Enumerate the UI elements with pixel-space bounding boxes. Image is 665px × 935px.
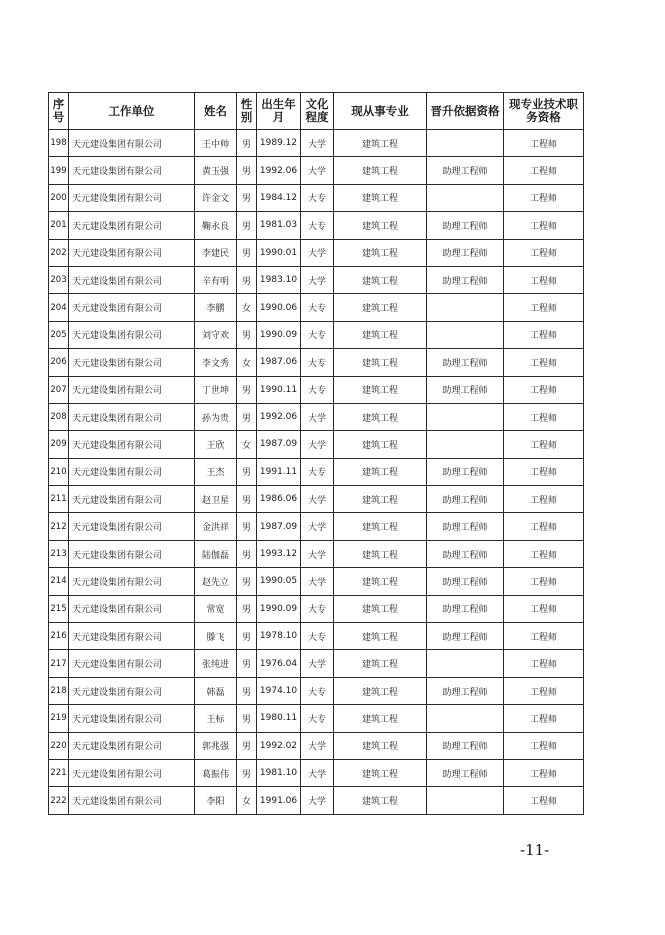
table-row <box>49 157 584 184</box>
cell-gender: 女 <box>237 431 257 458</box>
cell-title: 工程师 <box>504 513 584 540</box>
cell-no: 213 <box>49 540 69 567</box>
cell-major: 建筑工程 <box>334 677 427 704</box>
cell-title: 工程师 <box>504 759 584 786</box>
cell-birth: 1990.06 <box>257 294 301 321</box>
table-row <box>49 705 584 732</box>
cell-basis: 助理工程师 <box>427 732 504 759</box>
cell-education: 大专 <box>301 376 334 403</box>
cell-title: 工程师 <box>504 486 584 513</box>
cell-gender: 男 <box>237 321 257 348</box>
cell-major: 建筑工程 <box>334 266 427 293</box>
cell-gender: 男 <box>237 157 257 184</box>
cell-basis: 助理工程师 <box>427 513 504 540</box>
cell-no: 198 <box>49 130 69 157</box>
cell-gender: 男 <box>237 403 257 430</box>
cell-major: 建筑工程 <box>334 403 427 430</box>
table-row <box>49 349 584 376</box>
cell-name: 赵卫星 <box>195 486 237 513</box>
cell-unit: 天元建设集团有限公司 <box>69 130 195 157</box>
cell-major: 建筑工程 <box>334 431 427 458</box>
cell-gender: 女 <box>237 294 257 321</box>
cell-major: 建筑工程 <box>334 376 427 403</box>
cell-unit: 天元建设集团有限公司 <box>69 321 195 348</box>
cell-no: 201 <box>49 212 69 239</box>
cell-major: 建筑工程 <box>334 130 427 157</box>
cell-unit: 天元建设集团有限公司 <box>69 705 195 732</box>
cell-major: 建筑工程 <box>334 540 427 567</box>
cell-title: 工程师 <box>504 294 584 321</box>
cell-unit: 天元建设集团有限公司 <box>69 376 195 403</box>
cell-name: 李阳 <box>195 787 237 814</box>
cell-title: 工程师 <box>504 130 584 157</box>
table-row <box>49 376 584 403</box>
cell-title: 工程师 <box>504 184 584 211</box>
cell-birth: 1990.09 <box>257 595 301 622</box>
table-header <box>49 93 584 130</box>
cell-unit: 天元建设集团有限公司 <box>69 595 195 622</box>
cell-no: 211 <box>49 486 69 513</box>
cell-unit: 天元建设集团有限公司 <box>69 732 195 759</box>
header-birth: 出生年月 <box>257 93 301 130</box>
cell-education: 大专 <box>301 349 334 376</box>
cell-gender: 女 <box>237 787 257 814</box>
cell-major: 建筑工程 <box>334 486 427 513</box>
cell-birth: 1990.11 <box>257 376 301 403</box>
cell-name: 韩磊 <box>195 677 237 704</box>
cell-title: 工程师 <box>504 787 584 814</box>
cell-title: 工程师 <box>504 650 584 677</box>
cell-title: 工程师 <box>504 705 584 732</box>
cell-education: 大专 <box>301 458 334 485</box>
cell-name: 李鹏 <box>195 294 237 321</box>
cell-no: 218 <box>49 677 69 704</box>
table-row <box>49 650 584 677</box>
cell-birth: 1983.10 <box>257 266 301 293</box>
cell-unit: 天元建设集团有限公司 <box>69 513 195 540</box>
cell-name: 孙为贵 <box>195 403 237 430</box>
table-row <box>49 787 584 814</box>
cell-name: 鞠永良 <box>195 212 237 239</box>
cell-gender: 男 <box>237 239 257 266</box>
cell-unit: 天元建设集团有限公司 <box>69 266 195 293</box>
cell-no: 222 <box>49 787 69 814</box>
cell-gender: 男 <box>237 266 257 293</box>
cell-birth: 1991.11 <box>257 458 301 485</box>
cell-education: 大学 <box>301 759 334 786</box>
cell-gender: 男 <box>237 595 257 622</box>
cell-gender: 男 <box>237 732 257 759</box>
cell-title: 工程师 <box>504 266 584 293</box>
cell-birth: 1984.12 <box>257 184 301 211</box>
cell-basis: 助理工程师 <box>427 595 504 622</box>
cell-basis <box>427 130 504 157</box>
table-row <box>49 403 584 430</box>
cell-basis: 助理工程师 <box>427 486 504 513</box>
cell-education: 大专 <box>301 294 334 321</box>
cell-birth: 1981.03 <box>257 212 301 239</box>
cell-gender: 男 <box>237 705 257 732</box>
table-row <box>49 294 584 321</box>
table-row <box>49 458 584 485</box>
cell-unit: 天元建设集团有限公司 <box>69 239 195 266</box>
cell-gender: 男 <box>237 568 257 595</box>
cell-birth: 1992.02 <box>257 732 301 759</box>
header-row <box>49 93 584 130</box>
cell-unit: 天元建设集团有限公司 <box>69 759 195 786</box>
cell-major: 建筑工程 <box>334 458 427 485</box>
table-body <box>49 130 584 815</box>
cell-education: 大学 <box>301 157 334 184</box>
cell-title: 工程师 <box>504 239 584 266</box>
cell-gender: 男 <box>237 486 257 513</box>
table-row <box>49 239 584 266</box>
cell-basis <box>427 787 504 814</box>
cell-name: 刘守欢 <box>195 321 237 348</box>
cell-gender: 男 <box>237 376 257 403</box>
cell-major: 建筑工程 <box>334 513 427 540</box>
cell-name: 陆伽磊 <box>195 540 237 567</box>
cell-major: 建筑工程 <box>334 787 427 814</box>
table-row <box>49 568 584 595</box>
cell-basis: 助理工程师 <box>427 376 504 403</box>
cell-no: 205 <box>49 321 69 348</box>
cell-basis: 助理工程师 <box>427 349 504 376</box>
cell-birth: 1986.06 <box>257 486 301 513</box>
cell-name: 葛振伟 <box>195 759 237 786</box>
cell-birth: 1974.10 <box>257 677 301 704</box>
cell-name: 赵先立 <box>195 568 237 595</box>
cell-no: 202 <box>49 239 69 266</box>
cell-education: 大学 <box>301 130 334 157</box>
cell-education: 大学 <box>301 732 334 759</box>
cell-education: 大学 <box>301 403 334 430</box>
cell-unit: 天元建设集团有限公司 <box>69 568 195 595</box>
cell-no: 206 <box>49 349 69 376</box>
cell-title: 工程师 <box>504 157 584 184</box>
cell-no: 214 <box>49 568 69 595</box>
cell-birth: 1980.11 <box>257 705 301 732</box>
cell-basis <box>427 705 504 732</box>
cell-title: 工程师 <box>504 595 584 622</box>
cell-basis: 助理工程师 <box>427 212 504 239</box>
header-education: 文化程度 <box>301 93 334 130</box>
cell-basis <box>427 321 504 348</box>
header-name: 姓名 <box>195 93 237 130</box>
table-row <box>49 732 584 759</box>
cell-name: 滕飞 <box>195 623 237 650</box>
cell-basis: 助理工程师 <box>427 157 504 184</box>
cell-gender: 男 <box>237 212 257 239</box>
cell-basis: 助理工程师 <box>427 239 504 266</box>
cell-major: 建筑工程 <box>334 759 427 786</box>
table-row <box>49 184 584 211</box>
cell-name: 王中帅 <box>195 130 237 157</box>
cell-basis: 助理工程师 <box>427 677 504 704</box>
cell-major: 建筑工程 <box>334 705 427 732</box>
cell-education: 大学 <box>301 650 334 677</box>
cell-title: 工程师 <box>504 677 584 704</box>
cell-major: 建筑工程 <box>334 595 427 622</box>
header-basis: 晋升依据资格 <box>427 93 504 130</box>
table-row <box>49 486 584 513</box>
cell-gender: 男 <box>237 540 257 567</box>
table-row <box>49 212 584 239</box>
cell-education: 大学 <box>301 787 334 814</box>
cell-unit: 天元建设集团有限公司 <box>69 787 195 814</box>
table-row <box>49 677 584 704</box>
cell-basis: 助理工程师 <box>427 540 504 567</box>
cell-name: 王标 <box>195 705 237 732</box>
header-gender: 性别 <box>237 93 257 130</box>
header-no: 序号 <box>49 93 69 130</box>
cell-name: 张纯进 <box>195 650 237 677</box>
cell-education: 大专 <box>301 677 334 704</box>
table-row <box>49 623 584 650</box>
cell-unit: 天元建设集团有限公司 <box>69 540 195 567</box>
cell-title: 工程师 <box>504 212 584 239</box>
cell-gender: 男 <box>237 458 257 485</box>
cell-education: 大学 <box>301 266 334 293</box>
cell-gender: 女 <box>237 349 257 376</box>
cell-birth: 1987.09 <box>257 431 301 458</box>
cell-major: 建筑工程 <box>334 184 427 211</box>
cell-title: 工程师 <box>504 732 584 759</box>
cell-birth: 1991.06 <box>257 787 301 814</box>
cell-unit: 天元建设集团有限公司 <box>69 431 195 458</box>
cell-unit: 天元建设集团有限公司 <box>69 349 195 376</box>
cell-major: 建筑工程 <box>334 623 427 650</box>
cell-gender: 男 <box>237 513 257 540</box>
cell-gender: 男 <box>237 677 257 704</box>
cell-title: 工程师 <box>504 376 584 403</box>
cell-name: 李建民 <box>195 239 237 266</box>
cell-basis <box>427 403 504 430</box>
cell-basis <box>427 650 504 677</box>
page-number: -11- <box>520 841 550 859</box>
cell-name: 常宽 <box>195 595 237 622</box>
cell-major: 建筑工程 <box>334 239 427 266</box>
cell-title: 工程师 <box>504 458 584 485</box>
cell-education: 大专 <box>301 212 334 239</box>
cell-gender: 男 <box>237 650 257 677</box>
cell-major: 建筑工程 <box>334 732 427 759</box>
cell-basis <box>427 294 504 321</box>
cell-birth: 1992.06 <box>257 157 301 184</box>
cell-major: 建筑工程 <box>334 568 427 595</box>
cell-birth: 1993.12 <box>257 540 301 567</box>
cell-no: 204 <box>49 294 69 321</box>
table-row <box>49 130 584 157</box>
cell-no: 212 <box>49 513 69 540</box>
cell-unit: 天元建设集团有限公司 <box>69 294 195 321</box>
cell-education: 大专 <box>301 321 334 348</box>
cell-unit: 天元建设集团有限公司 <box>69 486 195 513</box>
table-row <box>49 431 584 458</box>
cell-unit: 天元建设集团有限公司 <box>69 623 195 650</box>
cell-education: 大专 <box>301 705 334 732</box>
cell-basis: 助理工程师 <box>427 458 504 485</box>
cell-no: 207 <box>49 376 69 403</box>
cell-unit: 天元建设集团有限公司 <box>69 677 195 704</box>
cell-no: 215 <box>49 595 69 622</box>
personnel-table <box>48 92 584 815</box>
cell-title: 工程师 <box>504 568 584 595</box>
cell-birth: 1992.06 <box>257 403 301 430</box>
table-row <box>49 513 584 540</box>
cell-no: 200 <box>49 184 69 211</box>
cell-no: 208 <box>49 403 69 430</box>
cell-unit: 天元建设集团有限公司 <box>69 184 195 211</box>
cell-major: 建筑工程 <box>334 349 427 376</box>
cell-unit: 天元建设集团有限公司 <box>69 212 195 239</box>
cell-no: 219 <box>49 705 69 732</box>
cell-name: 郭兆强 <box>195 732 237 759</box>
cell-major: 建筑工程 <box>334 157 427 184</box>
cell-education: 大学 <box>301 513 334 540</box>
cell-birth: 1987.06 <box>257 349 301 376</box>
cell-name: 黄玉强 <box>195 157 237 184</box>
cell-gender: 男 <box>237 623 257 650</box>
cell-title: 工程师 <box>504 349 584 376</box>
cell-birth: 1981.10 <box>257 759 301 786</box>
cell-major: 建筑工程 <box>334 321 427 348</box>
cell-no: 220 <box>49 732 69 759</box>
cell-birth: 1990.05 <box>257 568 301 595</box>
cell-no: 209 <box>49 431 69 458</box>
cell-birth: 1978.10 <box>257 623 301 650</box>
cell-name: 李文秀 <box>195 349 237 376</box>
cell-major: 建筑工程 <box>334 294 427 321</box>
cell-birth: 1976.04 <box>257 650 301 677</box>
cell-title: 工程师 <box>504 321 584 348</box>
cell-gender: 男 <box>237 130 257 157</box>
cell-unit: 天元建设集团有限公司 <box>69 458 195 485</box>
cell-birth: 1987.09 <box>257 513 301 540</box>
header-title: 现专业技术职务资格 <box>504 93 584 130</box>
cell-unit: 天元建设集团有限公司 <box>69 650 195 677</box>
cell-name: 丁世坤 <box>195 376 237 403</box>
cell-major: 建筑工程 <box>334 650 427 677</box>
cell-birth: 1990.01 <box>257 239 301 266</box>
cell-title: 工程师 <box>504 431 584 458</box>
table-row <box>49 595 584 622</box>
cell-name: 王杰 <box>195 458 237 485</box>
header-unit: 工作单位 <box>69 93 195 130</box>
cell-name: 王欣 <box>195 431 237 458</box>
cell-unit: 天元建设集团有限公司 <box>69 157 195 184</box>
cell-name: 金洪祥 <box>195 513 237 540</box>
cell-basis <box>427 431 504 458</box>
cell-unit: 天元建设集团有限公司 <box>69 403 195 430</box>
cell-title: 工程师 <box>504 403 584 430</box>
cell-gender: 男 <box>237 184 257 211</box>
cell-education: 大专 <box>301 184 334 211</box>
cell-basis: 助理工程师 <box>427 623 504 650</box>
header-major: 现从事专业 <box>334 93 427 130</box>
cell-education: 大学 <box>301 568 334 595</box>
cell-name: 辛有明 <box>195 266 237 293</box>
cell-basis <box>427 184 504 211</box>
cell-no: 210 <box>49 458 69 485</box>
cell-no: 221 <box>49 759 69 786</box>
table-row <box>49 759 584 786</box>
cell-name: 许金文 <box>195 184 237 211</box>
cell-education: 大学 <box>301 540 334 567</box>
cell-education: 大学 <box>301 431 334 458</box>
cell-education: 大专 <box>301 623 334 650</box>
cell-no: 203 <box>49 266 69 293</box>
cell-no: 216 <box>49 623 69 650</box>
cell-education: 大学 <box>301 486 334 513</box>
cell-title: 工程师 <box>504 540 584 567</box>
table-row <box>49 266 584 293</box>
cell-major: 建筑工程 <box>334 212 427 239</box>
cell-no: 217 <box>49 650 69 677</box>
cell-basis: 助理工程师 <box>427 759 504 786</box>
cell-birth: 1989.12 <box>257 130 301 157</box>
cell-basis: 助理工程师 <box>427 568 504 595</box>
table-row <box>49 321 584 348</box>
cell-title: 工程师 <box>504 623 584 650</box>
cell-education: 大专 <box>301 595 334 622</box>
cell-basis: 助理工程师 <box>427 266 504 293</box>
cell-education: 大学 <box>301 239 334 266</box>
cell-birth: 1990.09 <box>257 321 301 348</box>
cell-gender: 男 <box>237 759 257 786</box>
cell-no: 199 <box>49 157 69 184</box>
table-row <box>49 540 584 567</box>
